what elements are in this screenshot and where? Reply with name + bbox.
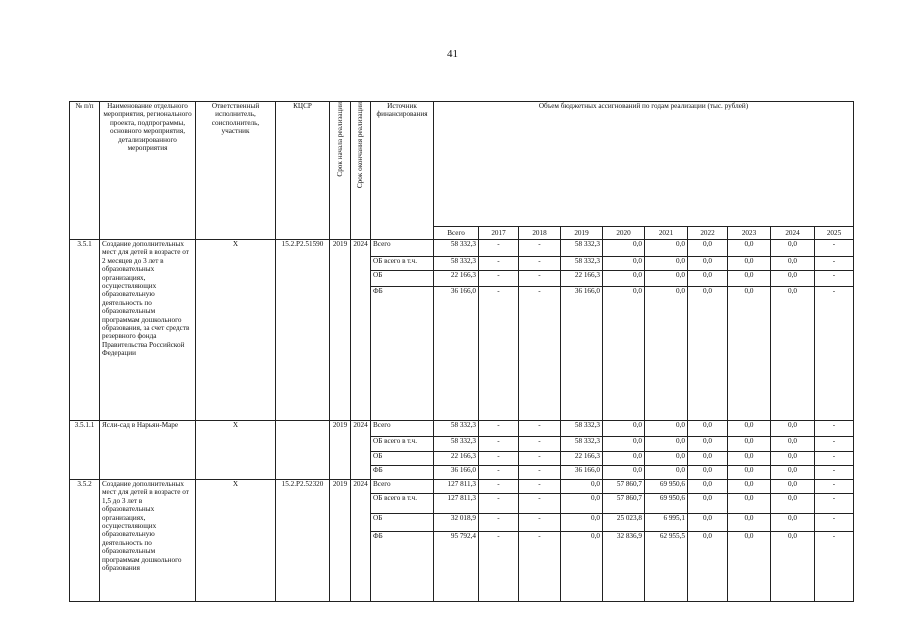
header-year-1: 2017	[479, 227, 519, 240]
row-value: -	[519, 257, 561, 271]
row-value: -	[519, 452, 561, 466]
row-value: -	[479, 240, 519, 257]
row-value: 36 166,0	[434, 466, 479, 480]
row-value: 95 792,4	[434, 532, 479, 602]
header-volume: Объем бюджетных ассигнований по годам реализации (тыс. рублей)	[434, 102, 854, 227]
row-value: 0,0	[603, 452, 645, 466]
row-value: 0,0	[645, 466, 688, 480]
row-source: Всего	[371, 421, 434, 437]
row-value: 22 166,3	[434, 271, 479, 287]
header-year-7: 2023	[728, 227, 771, 240]
header-source: Источник финансирования	[371, 102, 434, 240]
row-value: 0,0	[771, 480, 815, 494]
row-value: 0,0	[561, 514, 603, 532]
row-value: -	[519, 287, 561, 421]
header-num: № п/п	[70, 102, 100, 240]
row-value: -	[519, 532, 561, 602]
row-value: 0,0	[688, 421, 728, 437]
row-value: 0,0	[645, 287, 688, 421]
row-value: -	[815, 287, 854, 421]
row-value: -	[479, 287, 519, 421]
row-value: -	[479, 466, 519, 480]
row-value: 0,0	[645, 271, 688, 287]
row-value: -	[815, 421, 854, 437]
row-value: -	[815, 240, 854, 257]
row-value: 0,0	[771, 257, 815, 271]
row-value: -	[815, 271, 854, 287]
row-value: 0,0	[603, 466, 645, 480]
row-value: 58 332,3	[561, 240, 603, 257]
row-kcsr	[276, 421, 330, 480]
row-value: 57 860,7	[603, 494, 645, 514]
row-value: 58 332,3	[434, 437, 479, 452]
table-row	[70, 480, 854, 494]
row-source: ОБ	[371, 271, 434, 287]
row-value: 58 332,3	[561, 257, 603, 271]
row-value: 0,0	[688, 494, 728, 514]
row-value: 0,0	[561, 480, 603, 494]
row-value: 0,0	[771, 514, 815, 532]
row-number: 3.5.1	[70, 240, 100, 421]
row-value: 58 332,3	[434, 240, 479, 257]
row-value: 22 166,3	[561, 271, 603, 287]
header-year-5: 2021	[645, 227, 688, 240]
row-name: Ясли-сад в Нарьян-Маре	[100, 421, 196, 480]
row-value: -	[519, 437, 561, 452]
row-value: 0,0	[688, 437, 728, 452]
header-year-0: Всего	[434, 227, 479, 240]
header-kcsr: КЦСР	[276, 102, 330, 240]
header-start	[330, 102, 351, 240]
row-value: -	[479, 532, 519, 602]
row-source: ОБ всего в т.ч.	[371, 494, 434, 514]
row-value: 62 955,5	[645, 532, 688, 602]
row-value: 58 332,3	[434, 421, 479, 437]
row-value: -	[815, 257, 854, 271]
row-responsible: Х	[196, 421, 276, 480]
row-value: 0,0	[728, 421, 771, 437]
row-source: ФБ	[371, 466, 434, 480]
row-value: 0,0	[728, 494, 771, 514]
row-value: -	[815, 480, 854, 494]
row-value: -	[479, 257, 519, 271]
row-value: 32 836,9	[603, 532, 645, 602]
row-value: 0,0	[645, 437, 688, 452]
page-number: 41	[447, 48, 458, 60]
row-value: 0,0	[771, 240, 815, 257]
row-value: 58 332,3	[561, 421, 603, 437]
row-value: -	[479, 437, 519, 452]
row-value: 0,0	[771, 466, 815, 480]
row-value: 58 332,3	[561, 437, 603, 452]
row-name: Создание дополнительных мест для детей в возрасте от 1,5 до 3 лет в образовательных организациях, осуществляющих образовательную деятельность по образовательным программам дошкольного образования	[100, 480, 196, 602]
row-value: 0,0	[603, 271, 645, 287]
row-value: -	[815, 437, 854, 452]
header-year-3: 2019	[561, 227, 603, 240]
row-value: -	[815, 452, 854, 466]
row-start-year: 2019	[330, 480, 351, 602]
row-value: -	[519, 480, 561, 494]
row-kcsr: 15.2.Р2.51590	[276, 240, 330, 421]
table-body	[70, 240, 854, 602]
row-value: -	[479, 514, 519, 532]
row-value: 69 950,6	[645, 494, 688, 514]
row-value: 36 166,0	[561, 466, 603, 480]
row-source: ФБ	[371, 532, 434, 602]
row-value: -	[519, 466, 561, 480]
header-name: Наименование отдельного мероприятия, регионального проекта, подпрограммы, основного мероприятия, детализированного мероприятия	[100, 102, 196, 240]
row-value: 0,0	[728, 257, 771, 271]
row-value: 0,0	[728, 437, 771, 452]
row-value: 0,0	[728, 514, 771, 532]
row-value: -	[519, 240, 561, 257]
row-value: 0,0	[561, 494, 603, 514]
row-value: -	[479, 452, 519, 466]
row-value: 0,0	[728, 240, 771, 257]
row-value: 0,0	[688, 271, 728, 287]
row-source: ОБ	[371, 452, 434, 466]
header-year-9: 2025	[815, 227, 854, 240]
row-value: 32 018,9	[434, 514, 479, 532]
row-value: 0,0	[728, 466, 771, 480]
row-value: 127 811,3	[434, 480, 479, 494]
row-value: 0,0	[688, 257, 728, 271]
row-value: 0,0	[603, 257, 645, 271]
row-value: -	[519, 514, 561, 532]
row-value: -	[815, 494, 854, 514]
row-value: 0,0	[603, 437, 645, 452]
row-value: 0,0	[771, 452, 815, 466]
row-value: 0,0	[688, 452, 728, 466]
row-value: 0,0	[771, 421, 815, 437]
table-row	[70, 421, 854, 437]
header-responsible: Ответственный исполнитель, соисполнитель, участник	[196, 102, 276, 240]
row-value: 0,0	[688, 480, 728, 494]
row-value: 0,0	[688, 240, 728, 257]
row-source: ОБ	[371, 514, 434, 532]
row-number: 3.5.1.1	[70, 421, 100, 480]
row-value: -	[479, 271, 519, 287]
row-value: 0,0	[688, 287, 728, 421]
budget-table	[69, 101, 854, 602]
row-value: 0,0	[645, 452, 688, 466]
header-start-label: Срок начала реализации	[335, 102, 344, 177]
row-value: 0,0	[603, 421, 645, 437]
row-value: 25 023,8	[603, 514, 645, 532]
row-value: 0,0	[771, 287, 815, 421]
header-year-8: 2024	[771, 227, 815, 240]
header-year-6: 2022	[688, 227, 728, 240]
row-value: 127 811,3	[434, 494, 479, 514]
row-value: 0,0	[771, 437, 815, 452]
row-responsible: Х	[196, 480, 276, 602]
row-value: 58 332,3	[434, 257, 479, 271]
row-value: 0,0	[728, 532, 771, 602]
row-value: 0,0	[771, 494, 815, 514]
row-value: 69 950,6	[645, 480, 688, 494]
row-value: -	[815, 514, 854, 532]
row-value: -	[519, 421, 561, 437]
header-year-2: 2018	[519, 227, 561, 240]
header-year-4: 2020	[603, 227, 645, 240]
row-value: -	[519, 494, 561, 514]
row-value: 6 995,1	[645, 514, 688, 532]
row-value: 0,0	[645, 257, 688, 271]
row-value: 0,0	[728, 480, 771, 494]
row-value: 0,0	[728, 271, 771, 287]
row-source: ФБ	[371, 287, 434, 421]
row-value: 0,0	[561, 532, 603, 602]
row-value: 0,0	[688, 532, 728, 602]
row-value: -	[519, 271, 561, 287]
row-value: 0,0	[771, 532, 815, 602]
row-value: 36 166,0	[561, 287, 603, 421]
row-value: 0,0	[688, 514, 728, 532]
row-source: ОБ всего в т.ч.	[371, 257, 434, 271]
row-value: 0,0	[728, 452, 771, 466]
row-name: Создание дополнительных мест для детей в возрасте от 2 месяцев до 3 лет в образовательных организациях, осуществляющих образовательную деятельность по образовательным программам дошкольного образования, за счет средств резервного фонда Правительства Российской Федерации	[100, 240, 196, 421]
row-number: 3.5.2	[70, 480, 100, 602]
row-value: -	[815, 532, 854, 602]
row-value: 57 860,7	[603, 480, 645, 494]
row-value: -	[479, 494, 519, 514]
row-source: Всего	[371, 240, 434, 257]
row-kcsr: 15.2.Р2.52320	[276, 480, 330, 602]
row-start-year: 2019	[330, 421, 351, 480]
row-value: -	[479, 421, 519, 437]
row-source: Всего	[371, 480, 434, 494]
row-value: 0,0	[603, 287, 645, 421]
row-value: 0,0	[771, 271, 815, 287]
row-value: 36 166,0	[434, 287, 479, 421]
header-end-label: Срок окончания реализации	[356, 102, 365, 189]
row-responsible: Х	[196, 240, 276, 421]
table-row	[70, 240, 854, 257]
row-start-year: 2019	[330, 240, 351, 421]
row-value: 0,0	[603, 240, 645, 257]
row-end-year: 2024	[351, 421, 371, 480]
row-value: 22 166,3	[561, 452, 603, 466]
row-value: 0,0	[728, 287, 771, 421]
row-end-year: 2024	[351, 240, 371, 421]
row-source: ОБ всего в т.ч.	[371, 437, 434, 452]
header-end	[351, 102, 371, 240]
row-value: 0,0	[645, 240, 688, 257]
row-end-year: 2024	[351, 480, 371, 602]
row-value: 0,0	[645, 421, 688, 437]
row-value: 0,0	[688, 466, 728, 480]
row-value: 22 166,3	[434, 452, 479, 466]
row-value: -	[815, 466, 854, 480]
row-value: -	[479, 480, 519, 494]
